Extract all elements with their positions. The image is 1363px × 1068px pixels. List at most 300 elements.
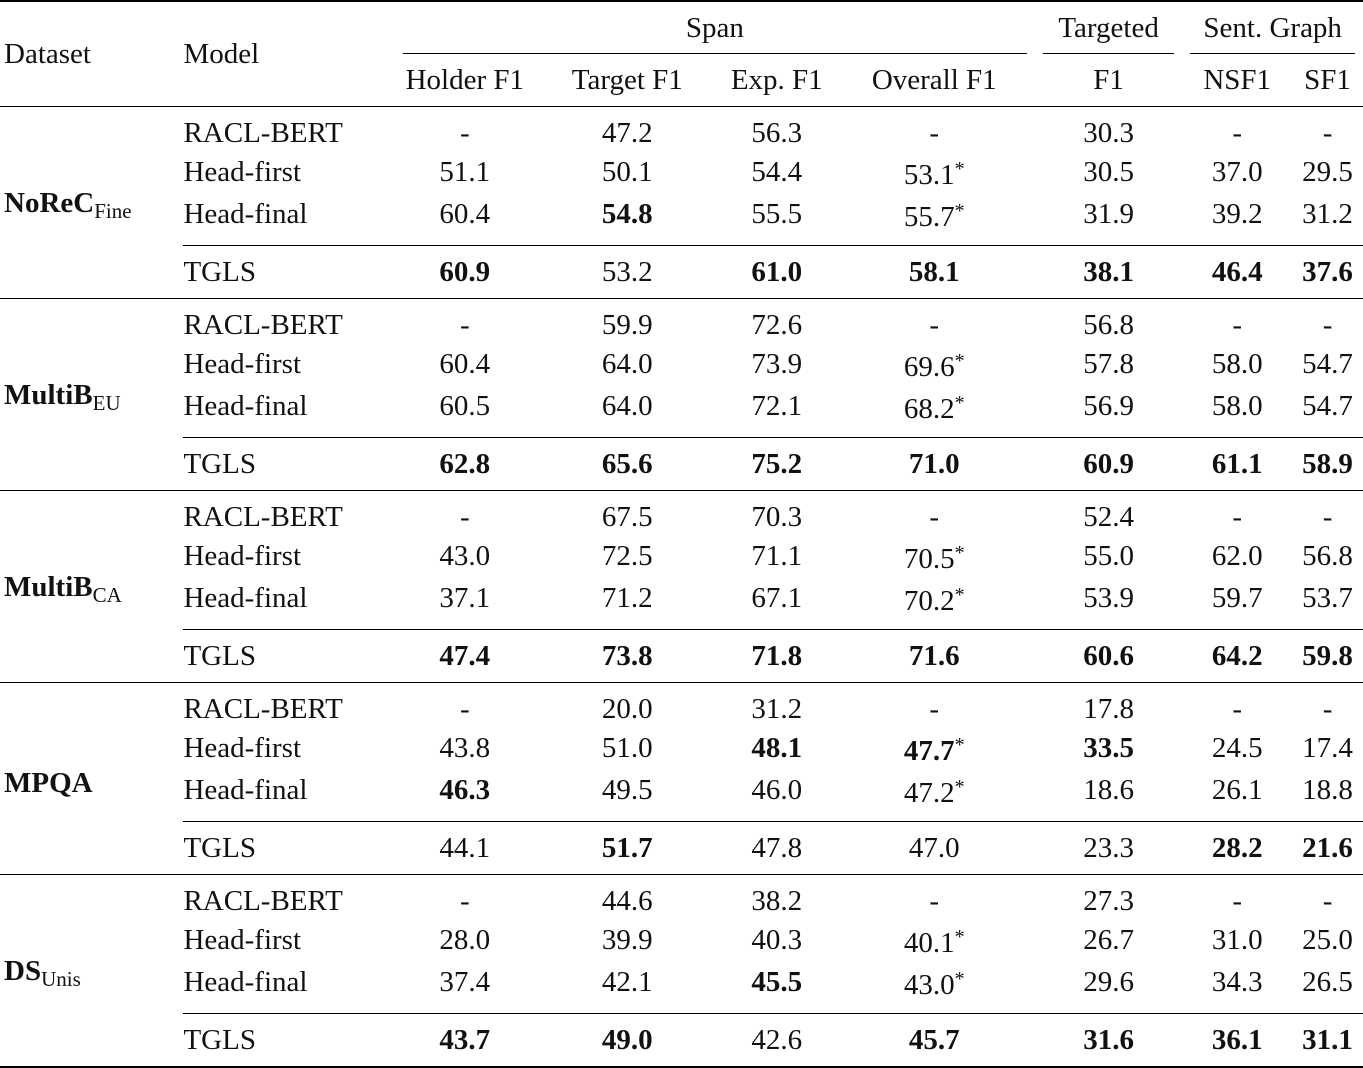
cell-target-f1 [535, 961, 720, 1014]
cell-overall-f1 [834, 769, 1035, 822]
cell-value: 25.0 [1302, 924, 1353, 956]
cell-nsf1 [1182, 246, 1292, 299]
model-name: TGLS [183, 438, 394, 491]
cell-value: 51.7 [601, 832, 653, 864]
cell-value: 29.5 [1302, 156, 1353, 188]
cell-target-f1 [535, 343, 720, 385]
cell-value: 26.1 [1211, 774, 1263, 806]
cell-value: 23.3 [1083, 832, 1134, 864]
dataset-subscript: CA [92, 582, 122, 607]
cell-value: 68.2 [903, 393, 955, 425]
cell-value: 38.1 [1083, 256, 1134, 288]
cell-overall-f1 [834, 577, 1035, 630]
cell-target-f1 [535, 299, 720, 344]
cell-targeted-f1 [1035, 385, 1183, 438]
cell-sf1 [1292, 577, 1363, 630]
cell-value: 18.8 [1302, 774, 1353, 806]
cell-nsf1 [1182, 343, 1292, 385]
dataset-name [0, 299, 183, 491]
cell-value: - [1232, 501, 1243, 533]
cell-value: 20.0 [601, 693, 653, 725]
cell-value: 47.7 [903, 735, 955, 767]
dataset-subscript: EU [92, 390, 121, 415]
cell-value: - [1322, 309, 1333, 341]
cell-value: 47.8 [751, 832, 803, 864]
dataset-label: NoReC [4, 186, 95, 219]
cell-nsf1 [1182, 193, 1292, 246]
table-row [0, 535, 1363, 577]
cell-holder-f1 [395, 727, 535, 769]
cell-value: - [1232, 885, 1243, 917]
cell-targeted-f1 [1035, 961, 1183, 1014]
cell-sf1 [1292, 299, 1363, 344]
cell-value: 47.0 [908, 832, 960, 864]
cell-sf1 [1292, 1014, 1363, 1068]
cell-value: 56.8 [1302, 540, 1353, 572]
cell-targeted-f1 [1035, 151, 1183, 193]
cell-value: 31.1 [1302, 1024, 1353, 1056]
cell-overall-f1 [834, 299, 1035, 344]
cell-value: 72.1 [751, 390, 803, 422]
cell-nsf1 [1182, 577, 1292, 630]
cell-target-f1 [535, 246, 720, 299]
header-dataset: Dataset [4, 38, 91, 70]
cell-holder-f1 [395, 491, 535, 536]
cell-overall-f1 [834, 630, 1035, 683]
cell-nsf1 [1182, 1014, 1292, 1068]
cell-target-f1 [535, 193, 720, 246]
cell-overall-f1 [834, 343, 1035, 385]
cell-value: 53.1 [903, 159, 955, 191]
table-row [0, 246, 1363, 299]
asterisk-marker: * [954, 776, 965, 798]
dataset-subscript: Unis [41, 966, 81, 991]
cell-value: 51.1 [439, 156, 491, 188]
cell-value: 21.6 [1302, 832, 1353, 864]
cell-value: - [929, 309, 940, 341]
cell-target-f1 [535, 107, 720, 152]
asterisk-marker: * [954, 584, 965, 606]
cell-value: 72.6 [751, 309, 803, 341]
cell-target-f1 [535, 630, 720, 683]
cell-value: 49.0 [601, 1024, 653, 1056]
cell-sf1 [1292, 727, 1363, 769]
cell-value: 42.6 [751, 1024, 803, 1056]
model-name: RACL-BERT [183, 885, 343, 917]
cell-value: 62.0 [1211, 540, 1263, 572]
cell-value: 64.0 [601, 348, 653, 380]
table-body [0, 107, 1363, 1068]
cell-value: 47.4 [439, 640, 491, 672]
cell-value: 46.4 [1211, 256, 1263, 288]
cell-targeted-f1 [1035, 246, 1183, 299]
cell-exp-f1 [720, 343, 834, 385]
header-targeted: Targeted [1035, 1, 1183, 54]
cell-value: 70.5 [903, 543, 955, 575]
cell-value: 30.5 [1083, 156, 1134, 188]
cell-overall-f1 [834, 491, 1035, 536]
cell-holder-f1 [395, 875, 535, 920]
header-sf1: SF1 [1304, 64, 1351, 96]
cell-sf1 [1292, 683, 1363, 728]
cell-value: 64.0 [601, 390, 653, 422]
cell-overall-f1 [834, 193, 1035, 246]
cell-value: 37.0 [1211, 156, 1263, 188]
cell-value: - [1322, 117, 1333, 149]
cell-nsf1 [1182, 491, 1292, 536]
dataset-label: MPQA [4, 766, 93, 799]
cell-exp-f1 [720, 299, 834, 344]
cell-value: 47.2 [903, 777, 955, 809]
cell-value: 56.9 [1083, 390, 1134, 422]
cell-targeted-f1 [1035, 683, 1183, 728]
model-name: Head-final [183, 582, 308, 614]
cell-value: 73.9 [751, 348, 803, 380]
cell-value: 28.0 [439, 924, 491, 956]
cell-nsf1 [1182, 919, 1292, 961]
table-row [0, 875, 1363, 920]
dataset-label: MultiB [4, 378, 93, 411]
cell-value: - [929, 501, 940, 533]
cell-value: 37.1 [439, 582, 491, 614]
header-row-groups [0, 1, 1363, 54]
table-row [0, 385, 1363, 438]
cell-target-f1 [535, 822, 720, 875]
cell-value: 44.1 [439, 832, 491, 864]
cell-value: 37.4 [439, 966, 491, 998]
cell-value: 31.9 [1083, 198, 1134, 230]
cell-nsf1 [1182, 683, 1292, 728]
cell-value: 71.8 [751, 640, 803, 672]
model-name: Head-first [183, 732, 302, 764]
cell-value: 51.0 [601, 732, 653, 764]
dataset-label: DS [4, 954, 42, 987]
cell-overall-f1 [834, 151, 1035, 193]
cell-value: 33.5 [1083, 732, 1134, 764]
cell-exp-f1 [720, 822, 834, 875]
cell-value: 70.2 [903, 585, 955, 617]
cell-value: 43.7 [439, 1024, 491, 1056]
cell-sf1 [1292, 535, 1363, 577]
cell-exp-f1 [720, 919, 834, 961]
cell-exp-f1 [720, 1014, 834, 1068]
model-name: TGLS [183, 1014, 394, 1068]
cell-exp-f1 [720, 385, 834, 438]
cell-value: 49.5 [601, 774, 653, 806]
table-row [0, 107, 1363, 152]
model-name: Head-final [183, 774, 308, 806]
cell-target-f1 [535, 438, 720, 491]
cell-value: 43.0 [439, 540, 491, 572]
table-row [0, 343, 1363, 385]
cell-value: 53.9 [1083, 582, 1134, 614]
cell-value: 46.3 [439, 774, 491, 806]
cell-value: 40.3 [751, 924, 803, 956]
cell-sf1 [1292, 961, 1363, 1014]
table-row [0, 1014, 1363, 1068]
cell-exp-f1 [720, 961, 834, 1014]
cell-overall-f1 [834, 1014, 1035, 1068]
table-row [0, 577, 1363, 630]
cell-value: 48.1 [751, 732, 803, 764]
header-exp-f1: Exp. F1 [730, 64, 823, 96]
cell-sf1 [1292, 343, 1363, 385]
cell-value: 18.6 [1083, 774, 1134, 806]
cell-value: 54.8 [601, 198, 653, 230]
cell-value: 52.4 [1083, 501, 1134, 533]
header-targeted-f1: F1 [1093, 64, 1124, 96]
cell-targeted-f1 [1035, 769, 1183, 822]
cell-sf1 [1292, 769, 1363, 822]
cell-value: - [929, 117, 940, 149]
model-name: Head-first [183, 540, 302, 572]
cell-exp-f1 [720, 875, 834, 920]
cell-value: 65.6 [601, 448, 653, 480]
model-name: TGLS [183, 246, 394, 299]
model-name: RACL-BERT [183, 501, 343, 533]
cell-value: 64.2 [1211, 640, 1263, 672]
dataset-subscript: Fine [94, 198, 132, 223]
model-name: RACL-BERT [183, 117, 343, 149]
cell-value: 61.1 [1211, 448, 1263, 480]
cell-holder-f1 [395, 919, 535, 961]
cell-value: 60.9 [439, 256, 491, 288]
cell-nsf1 [1182, 385, 1292, 438]
cell-value: 29.6 [1083, 966, 1134, 998]
cell-value: 60.6 [1083, 640, 1134, 672]
cell-sf1 [1292, 875, 1363, 920]
table-row [0, 438, 1363, 491]
cell-value: 31.2 [751, 693, 803, 725]
cell-holder-f1 [395, 151, 535, 193]
model-name: Head-first [183, 348, 302, 380]
cell-value: 60.5 [439, 390, 491, 422]
cell-holder-f1 [395, 577, 535, 630]
table-row [0, 727, 1363, 769]
cell-value: - [1232, 693, 1243, 725]
cell-value: 70.3 [751, 501, 803, 533]
cell-value: 17.8 [1083, 693, 1134, 725]
cell-value: 47.2 [601, 117, 653, 149]
cell-targeted-f1 [1035, 193, 1183, 246]
cell-exp-f1 [720, 683, 834, 728]
cell-value: - [1232, 309, 1243, 341]
cell-nsf1 [1182, 961, 1292, 1014]
cell-sf1 [1292, 151, 1363, 193]
cell-holder-f1 [395, 683, 535, 728]
model-name: Head-final [183, 390, 308, 422]
cell-value: 54.7 [1302, 390, 1353, 422]
header-target-f1: Target F1 [571, 64, 683, 96]
cell-targeted-f1 [1035, 630, 1183, 683]
cell-value: 42.1 [601, 966, 653, 998]
table-row [0, 919, 1363, 961]
model-name: RACL-BERT [183, 309, 343, 341]
cell-value: 58.1 [908, 256, 960, 288]
cell-targeted-f1 [1035, 822, 1183, 875]
cell-nsf1 [1182, 727, 1292, 769]
dataset-name [0, 875, 183, 1068]
asterisk-marker: * [954, 158, 965, 180]
cell-value: 62.8 [439, 448, 491, 480]
cell-targeted-f1 [1035, 1014, 1183, 1068]
asterisk-marker: * [954, 542, 965, 564]
cell-value: 31.2 [1302, 198, 1353, 230]
cell-target-f1 [535, 1014, 720, 1068]
cell-value: 56.3 [751, 117, 803, 149]
cell-exp-f1 [720, 769, 834, 822]
cell-nsf1 [1182, 875, 1292, 920]
cell-value: 53.7 [1302, 582, 1353, 614]
cell-holder-f1 [395, 1014, 535, 1068]
cell-value: 17.4 [1302, 732, 1353, 764]
cell-overall-f1 [834, 919, 1035, 961]
table-row [0, 630, 1363, 683]
cell-overall-f1 [834, 385, 1035, 438]
cell-value: 31.6 [1083, 1024, 1134, 1056]
cell-overall-f1 [834, 438, 1035, 491]
cell-value: 55.0 [1083, 540, 1134, 572]
dataset-name [0, 683, 183, 875]
model-name: Head-final [183, 198, 308, 230]
model-name: RACL-BERT [183, 693, 343, 725]
cell-overall-f1 [834, 683, 1035, 728]
table-row [0, 683, 1363, 728]
cell-sf1 [1292, 246, 1363, 299]
table-row [0, 769, 1363, 822]
asterisk-marker: * [954, 734, 965, 756]
model-name: Head-first [183, 924, 302, 956]
cell-targeted-f1 [1035, 535, 1183, 577]
cell-value: 54.4 [751, 156, 803, 188]
cell-value: - [1322, 501, 1333, 533]
table-row [0, 822, 1363, 875]
cell-target-f1 [535, 875, 720, 920]
cell-sf1 [1292, 193, 1363, 246]
cell-value: - [459, 309, 470, 341]
dataset-label: MultiB [4, 570, 93, 603]
cell-nsf1 [1182, 535, 1292, 577]
cell-value: 71.1 [751, 540, 803, 572]
cell-target-f1 [535, 919, 720, 961]
cell-sf1 [1292, 491, 1363, 536]
cell-overall-f1 [834, 822, 1035, 875]
cell-value: 56.8 [1083, 309, 1134, 341]
cell-sf1 [1292, 438, 1363, 491]
cell-overall-f1 [834, 961, 1035, 1014]
cell-value: 31.0 [1211, 924, 1263, 956]
cell-value: - [1322, 693, 1333, 725]
cell-value: 44.6 [601, 885, 653, 917]
asterisk-marker: * [954, 968, 965, 990]
cell-holder-f1 [395, 107, 535, 152]
cell-value: 28.2 [1211, 832, 1263, 864]
asterisk-marker: * [954, 200, 965, 222]
cell-value: 34.3 [1211, 966, 1263, 998]
cell-sf1 [1292, 107, 1363, 152]
header-model: Model [183, 38, 260, 70]
cell-exp-f1 [720, 151, 834, 193]
cell-holder-f1 [395, 438, 535, 491]
cell-overall-f1 [834, 107, 1035, 152]
cell-target-f1 [535, 151, 720, 193]
table-row [0, 151, 1363, 193]
cell-value: 60.4 [439, 348, 491, 380]
cell-value: 38.2 [751, 885, 803, 917]
cell-value: 27.3 [1083, 885, 1134, 917]
cell-exp-f1 [720, 535, 834, 577]
cell-nsf1 [1182, 107, 1292, 152]
cell-value: 36.1 [1211, 1024, 1263, 1056]
cell-value: 59.7 [1211, 582, 1263, 614]
cell-value: 40.1 [903, 927, 955, 959]
cell-overall-f1 [834, 246, 1035, 299]
cell-value: 37.6 [1302, 256, 1353, 288]
asterisk-marker: * [954, 392, 965, 414]
cell-targeted-f1 [1035, 299, 1183, 344]
cell-value: 58.9 [1302, 448, 1353, 480]
cell-holder-f1 [395, 630, 535, 683]
cell-value: 55.5 [751, 198, 803, 230]
cell-holder-f1 [395, 769, 535, 822]
asterisk-marker: * [954, 350, 965, 372]
cell-value: 67.5 [601, 501, 653, 533]
cell-value: 69.6 [903, 351, 955, 383]
asterisk-marker: * [954, 926, 965, 948]
cell-value: 59.8 [1302, 640, 1353, 672]
cell-value: - [459, 117, 470, 149]
cell-exp-f1 [720, 727, 834, 769]
cell-value: 24.5 [1211, 732, 1263, 764]
cell-value: 26.7 [1083, 924, 1134, 956]
cell-overall-f1 [834, 875, 1035, 920]
cell-exp-f1 [720, 246, 834, 299]
cell-value: 57.8 [1083, 348, 1134, 380]
cell-sf1 [1292, 385, 1363, 438]
cell-value: 61.0 [751, 256, 803, 288]
cell-holder-f1 [395, 385, 535, 438]
table-row [0, 491, 1363, 536]
cell-targeted-f1 [1035, 438, 1183, 491]
cell-targeted-f1 [1035, 107, 1183, 152]
cell-value: 71.0 [908, 448, 960, 480]
cell-sf1 [1292, 919, 1363, 961]
cell-targeted-f1 [1035, 491, 1183, 536]
dataset-name [0, 107, 183, 299]
cell-target-f1 [535, 683, 720, 728]
cell-holder-f1 [395, 961, 535, 1014]
cell-targeted-f1 [1035, 577, 1183, 630]
cell-holder-f1 [395, 299, 535, 344]
cell-exp-f1 [720, 630, 834, 683]
cell-sf1 [1292, 822, 1363, 875]
header-sent-graph: Sent. Graph [1182, 1, 1363, 54]
cell-value: 73.8 [601, 640, 653, 672]
cell-overall-f1 [834, 727, 1035, 769]
cell-value: 26.5 [1302, 966, 1353, 998]
cell-value: 71.6 [908, 640, 960, 672]
cell-value: 60.9 [1083, 448, 1134, 480]
cell-value: 75.2 [751, 448, 803, 480]
cell-nsf1 [1182, 630, 1292, 683]
header-overall-f1: Overall F1 [871, 64, 997, 96]
cell-targeted-f1 [1035, 727, 1183, 769]
cell-value: - [459, 693, 470, 725]
cell-target-f1 [535, 769, 720, 822]
cell-targeted-f1 [1035, 875, 1183, 920]
cell-value: 55.7 [903, 201, 955, 233]
cell-value: - [929, 885, 940, 917]
